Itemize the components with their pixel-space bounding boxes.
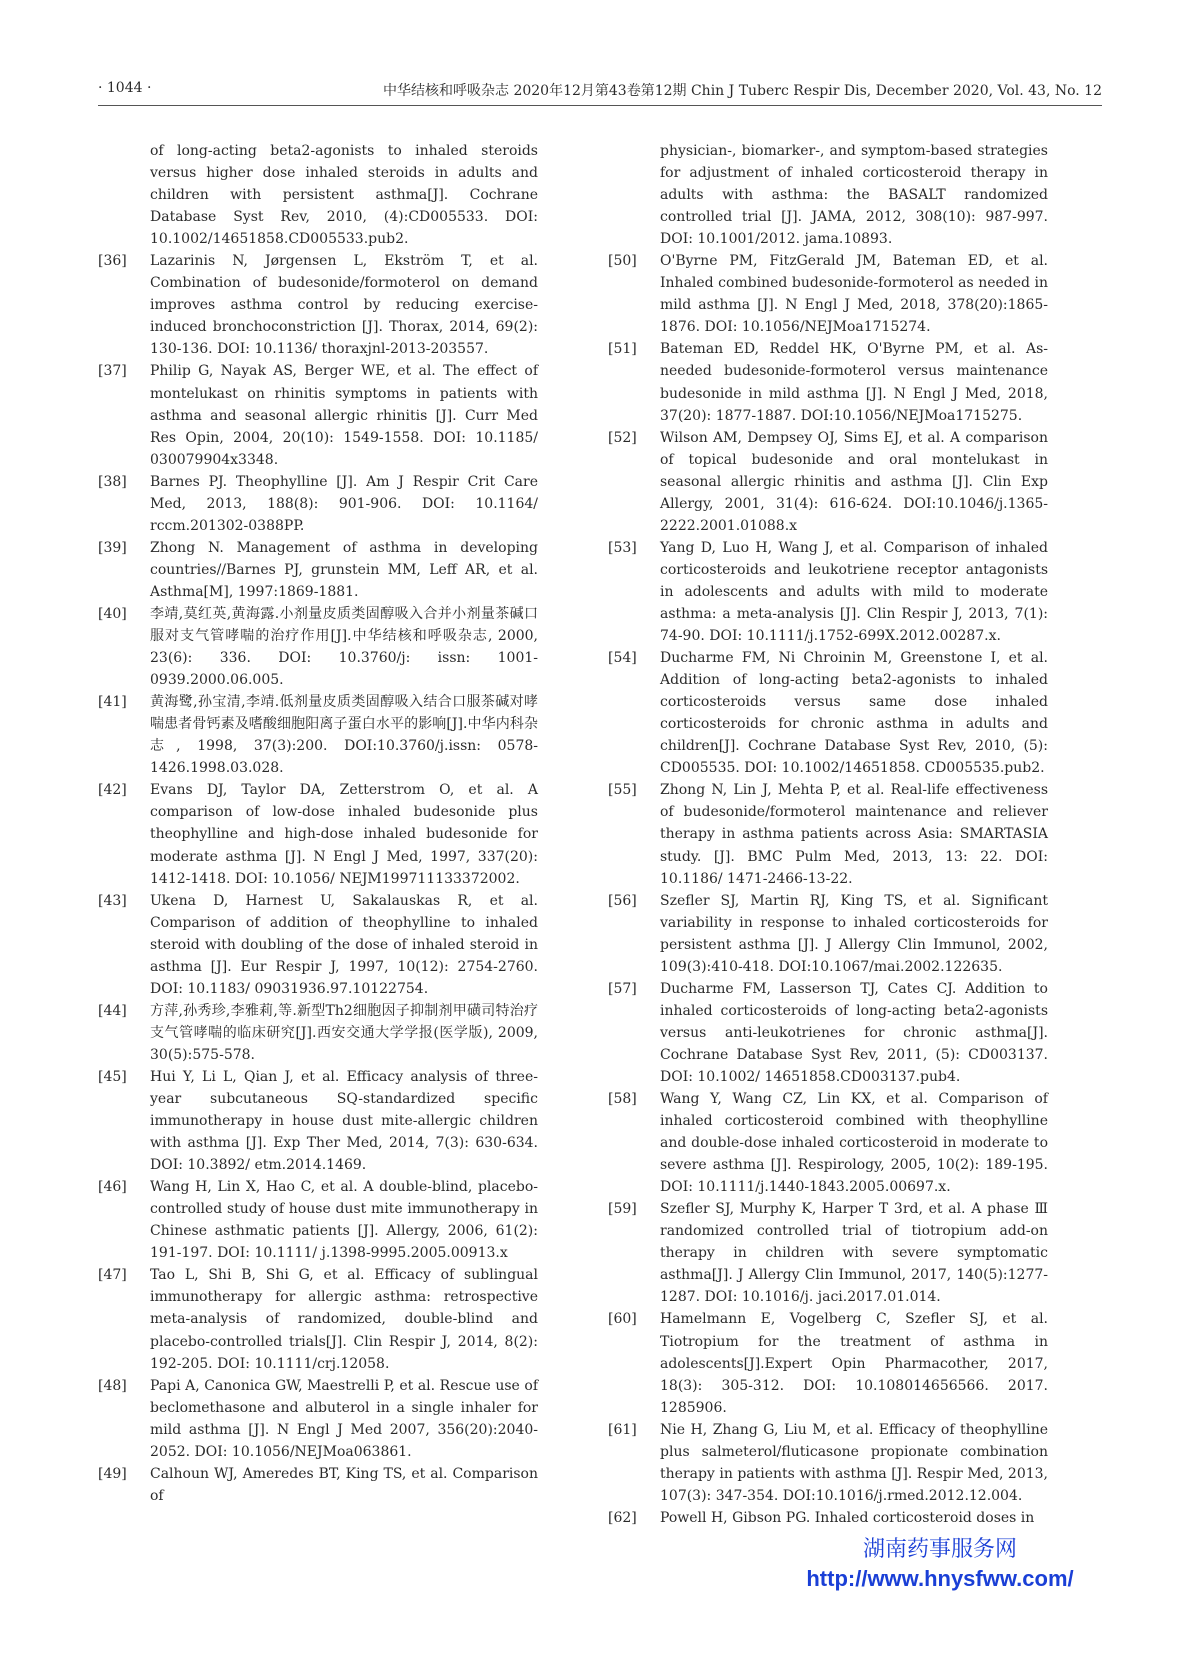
reference-text: 黄海鹭,孙宝清,李靖.低剂量皮质类固醇吸入结合口服茶碱对哮喘患者骨钙素及嗜酸细胞阳离子蛋白水平的影响[J].中华内科杂志, 1998, 37(3):200. DOI:10.3760/j.issn: 0578-1426.1998.03.028.: [150, 694, 538, 777]
reference-number: [60]: [608, 1311, 637, 1328]
continued-reference: [98, 140, 538, 250]
reference-entry: [98, 1066, 538, 1176]
reference-number: [49]: [98, 1465, 127, 1482]
watermark-site-name: 湖南药事服务网: [862, 1537, 1017, 1562]
reference-entry: [98, 1176, 538, 1264]
reference-entry: [98, 471, 538, 537]
reference-number: [62]: [608, 1509, 637, 1526]
reference-number: [46]: [98, 1179, 127, 1196]
reference-number: [53]: [608, 539, 637, 556]
reference-entry: [608, 427, 1048, 537]
reference-entry: [98, 1463, 538, 1507]
reference-text: Ducharme FM, Lasserson TJ, Cates CJ. Addition to inhaled corticosteroids of long-acting beta2-agonists versus anti-leukotrienes for chronic asthma[J]. Cochrane Database Syst Rev, 2011, (5): CD003137. DOI: 10.1002/ 14651858.CD003137.pub4.: [660, 980, 1048, 1085]
reference-entry: [98, 1000, 538, 1066]
watermark-url: http://www.hnysfww.com/: [806, 1566, 1074, 1591]
site-watermark: [790, 1536, 1090, 1594]
journal-citation-header: 中华结核和呼吸杂志 2020年12月第43卷第12期 Chin J Tuberc Respir Dis, December 2020, Vol. 43, No. 12: [383, 83, 1102, 99]
reference-text: Lazarinis N, Jørgensen L, Ekström T, et al. Combination of budesonide/formoterol on demand improves asthma control by reducing exercise-induced bronchoconstriction [J]. Thorax, 2014, 69(2): 130-136. DOI: 10.1136/ thoraxjnl-2013-203557.: [150, 253, 538, 358]
reference-text: 方萍,孙秀珍,李雅莉,等.新型Th2细胞因子抑制剂甲磺司特治疗支气管哮喘的临床研究[J].西安交通大学学报(医学版), 2009, 30(5):575-578.: [150, 1002, 538, 1063]
reference-text: Nie H, Zhang G, Liu M, et al. Efficacy of theophylline plus salmeterol/fluticasone propionate combination therapy in patients with asthma [J]. Respir Med, 2013, 107(3): 347-354. DOI:10.1016/j.rmed.2012.12.004.: [660, 1421, 1048, 1504]
reference-text: Calhoun WJ, Ameredes BT, King TS, et al. Comparison of: [150, 1465, 538, 1504]
left-column: [98, 140, 538, 1507]
header-rule: [98, 105, 1102, 106]
reference-number: [38]: [98, 473, 127, 490]
reference-text: Bateman ED, Reddel HK, O'Byrne PM, et al. As-needed budesonide-formoterol versus maintenance budesonide in mild asthma [J]. N Engl J Med, 2018, 37(20): 1877-1887. DOI:10.1056/NEJMoa1715275.: [660, 341, 1048, 424]
reference-number: [47]: [98, 1267, 127, 1284]
reference-number: [61]: [608, 1421, 637, 1438]
reference-text: Barnes PJ. Theophylline [J]. Am J Respir Crit Care Med, 2013, 188(8): 901-906. DOI: 10.1164/ rccm.201302-0388PP.: [150, 473, 538, 534]
reference-text: O'Byrne PM, FitzGerald JM, Bateman ED, et al. Inhaled combined budesonide-formoterol as needed in mild asthma [J]. N Engl J Med, 2018, 378(20):1865-1876. DOI: 10.1056/NEJMoa1715274.: [660, 253, 1048, 336]
reference-text: 李靖,莫红英,黄海露.小剂量皮质类固醇吸入合并小剂量茶碱口服对支气管哮喘的治疗作用[J].中华结核和呼吸杂志, 2000, 23(6): 336. DOI: 10.3760/j: issn: 1001-0939.2000.06.005.: [150, 605, 538, 689]
reference-entry: [608, 779, 1048, 889]
reference-entry: [608, 338, 1048, 426]
reference-entry: [608, 647, 1048, 779]
reference-text: Wang H, Lin X, Hao C, et al. A double-blind, placebo-controlled study of house dust mite immunotherapy in Chinese asthmatic patients [J]. Allergy, 2006, 61(2): 191-197. DOI: 10.1111/ j.1398-9995.2005.00913.x: [150, 1179, 538, 1262]
reference-number: [55]: [608, 782, 637, 799]
reference-entry: [608, 978, 1048, 1088]
reference-text: Papi A, Canonica GW, Maestrelli P, et al. Rescue use of beclomethasone and albuterol in a single inhaler for mild asthma [J]. N Engl J Med 2007, 356(20):2040-2052. DOI: 10.1056/NEJMoa063861.: [150, 1377, 538, 1460]
reference-number: [43]: [98, 892, 127, 909]
page-number: · 1044 ·: [98, 80, 152, 96]
reference-number: [48]: [98, 1377, 127, 1394]
reference-text: Wang Y, Wang CZ, Lin KX, et al. Comparison of inhaled corticosteroid combined with theophylline and double-dose inhaled corticosteroid in moderate to severe asthma [J]. Respirology, 2005, 10(2): 189-195. DOI: 10.1111/j.1440-1843.2005.00697.x.: [660, 1091, 1048, 1196]
reference-number: [59]: [608, 1201, 637, 1218]
reference-number: [51]: [608, 341, 637, 358]
reference-entry: [98, 890, 538, 1000]
reference-number: [37]: [98, 363, 127, 380]
reference-number: [44]: [98, 1002, 127, 1019]
reference-entry: [608, 537, 1048, 647]
reference-entry: [608, 1198, 1048, 1308]
reference-text: Ukena D, Harnest U, Sakalauskas R, et al. Comparison of addition of theophylline to inhaled steroid with doubling of the dose of inhaled steroid in asthma [J]. Eur Respir J, 1997, 10(12): 2754-2760. DOI: 10.1183/ 09031936.97.10122754.: [150, 892, 538, 997]
reference-text: Szefler SJ, Martin RJ, King TS, et al. Significant variability in response to inhaled corticosteroids for persistent asthma [J]. J Allergy Clin Immunol, 2002, 109(3):410-418. DOI:10.1067/mai.2002.122635.: [660, 892, 1048, 975]
reference-text: Ducharme FM, Ni Chroinin M, Greenstone I, et al. Addition of long-acting beta2-agonists to inhaled corticosteroids versus same dose inhaled corticosteroids for chronic asthma in adults and children[J]. Cochrane Database Syst Rev, 2010, (5): CD005535. DOI: 10.1002/14651858. CD005535.pub2.: [660, 650, 1048, 777]
continued-reference: [608, 140, 1048, 250]
reference-entry: [98, 360, 538, 470]
reference-entry: [98, 779, 538, 889]
reference-text: Hui Y, Li L, Qian J, et al. Efficacy analysis of three-year subcutaneous SQ-standardized specific immunotherapy in house dust mite-allergic children with asthma [J]. Exp Ther Med, 2014, 7(3): 630-634. DOI: 10.3892/ etm.2014.1469.: [150, 1068, 538, 1174]
reference-number: [45]: [98, 1068, 127, 1085]
reference-number: [50]: [608, 253, 637, 270]
reference-entry: [98, 250, 538, 360]
reference-text: Evans DJ, Taylor DA, Zetterstrom O, et al. A comparison of low-dose inhaled budesonide plus theophylline and high-dose inhaled budesonide for moderate asthma [J]. N Engl J Med, 1997, 337(20): 1412-1418. DOI: 10.1056/ NEJM199711133372002.: [150, 782, 538, 887]
reference-text: Szefler SJ, Murphy K, Harper T 3rd, et al. A phase Ⅲ randomized controlled trial of tiotropium add-on therapy in children with severe symptomatic asthma[J]. J Allergy Clin Immunol, 2017, 140(5):1277-1287. DOI: 10.1016/j. jaci.2017.01.014.: [660, 1201, 1048, 1306]
reference-text: Zhong N, Lin J, Mehta P, et al. Real-life effectiveness of budesonide/formoterol maintenance and reliever therapy in asthma patients across Asia: SMARTASIA study. [J]. BMC Pulm Med, 2013, 13: 22. DOI: 10.1186/ 1471-2466-13-22.: [660, 782, 1048, 887]
reference-text: Hamelmann E, Vogelberg C, Szefler SJ, et al. Tiotropium for the treatment of asthma in adolescents[J].Expert Opin Pharmacother, 2017, 18(3): 305-312. DOI: 10.108014656566. 2017. 1285906.: [660, 1311, 1048, 1416]
reference-entry: [608, 1308, 1048, 1418]
reference-number: [42]: [98, 782, 127, 799]
reference-text: Wilson AM, Dempsey OJ, Sims EJ, et al. A comparison of topical budesonide and oral montelukast in seasonal allergic rhinitis and asthma [J]. Clin Exp Allergy, 2001, 31(4): 616-624. DOI:10.1046/j.1365-2222.2001.01088.x: [660, 429, 1048, 534]
reference-entry: [98, 691, 538, 779]
reference-number: [39]: [98, 539, 127, 556]
reference-entry: [608, 250, 1048, 338]
reference-entry: [608, 1507, 1048, 1529]
reference-entry: [608, 890, 1048, 978]
reference-entry: [98, 1264, 538, 1374]
reference-text: Powell H, Gibson PG. Inhaled corticosteroid doses in: [660, 1509, 1035, 1526]
reference-text: Yang D, Luo H, Wang J, et al. Comparison of inhaled corticosteroids and leukotriene receptor antagonists in adolescents and adults with mild to moderate asthma: a meta-analysis [J]. Clin Respir J, 2013, 7(1): 74-90. DOI: 10.1111/j.1752-699X.2012.00287.x.: [660, 539, 1048, 645]
reference-entry: [98, 603, 538, 691]
reference-entry: [608, 1088, 1048, 1198]
reference-list-right: [608, 250, 1048, 1529]
reference-text: Philip G, Nayak AS, Berger WE, et al. The effect of montelukast on rhinitis symptoms in patients with asthma and seasonal allergic rhinitis [J]. Curr Med Res Opin, 2004, 20(10): 1549-1558. DOI: 10.1185/ 030079904x3348.: [150, 363, 538, 468]
reference-list-left: [98, 250, 538, 1507]
reference-number: [54]: [608, 650, 637, 667]
reference-number: [56]: [608, 892, 637, 909]
reference-entry: [98, 537, 538, 603]
reference-number: [40]: [98, 605, 127, 622]
reference-text: Zhong N. Management of asthma in developing countries//Barnes PJ, grunstein MM, Leff AR, et al. Asthma[M], 1997:1869-1881.: [150, 539, 538, 600]
reference-number: [52]: [608, 429, 637, 446]
running-header: [98, 80, 1102, 104]
reference-number: [41]: [98, 694, 127, 711]
reference-text: of long-acting beta2-agonists to inhaled steroids versus higher dose inhaled steroids in adults and children with persistent asthma[J]. Cochrane Database Syst Rev, 2010, (4):CD005533. DOI: 10.1002/14651858.CD005533.pub2.: [150, 143, 538, 248]
right-column: [608, 140, 1048, 1529]
reference-number: [58]: [608, 1091, 637, 1108]
reference-entry: [98, 1375, 538, 1463]
reference-text: physician-, biomarker-, and symptom-based strategies for adjustment of inhaled corticosteroid therapy in adults with asthma: the BASALT randomized controlled trial [J]. JAMA, 2012, 308(10): 987-997. DOI: 10.1001/2012. jama.10893.: [660, 143, 1048, 248]
reference-entry: [608, 1419, 1048, 1507]
reference-number: [36]: [98, 253, 127, 270]
reference-number: [57]: [608, 980, 637, 997]
reference-text: Tao L, Shi B, Shi G, et al. Efficacy of sublingual immunotherapy for allergic asthma: retrospective meta-analysis of randomized, double-blind and placebo-controlled trials[J]. Clin Respir J, 2014, 8(2): 192-205. DOI: 10.1111/crj.12058.: [150, 1267, 538, 1372]
